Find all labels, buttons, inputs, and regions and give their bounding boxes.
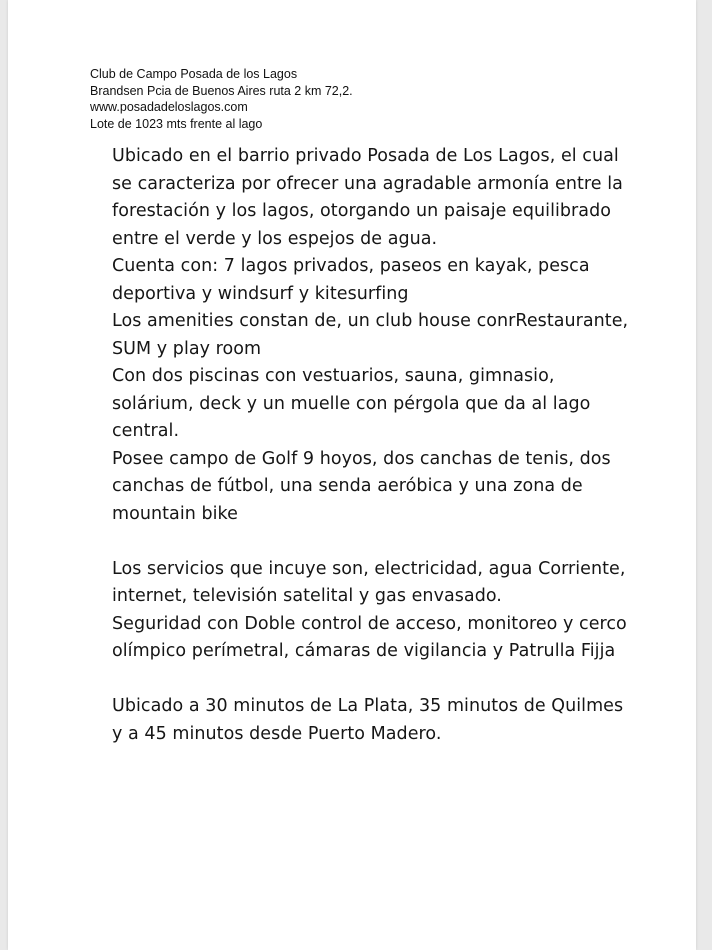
lot-description: Lote de 1023 mts frente al lago	[90, 116, 263, 131]
website: www.posadadeloslagos.com	[90, 100, 248, 114]
paragraph-distances: Ubicado a 30 minutos de La Plata, 35 minutos de Quilmes y a 45 minutos desde Puerto Madero.	[112, 696, 624, 744]
document-page	[8, 0, 696, 950]
paragraph-security: Seguridad con Doble control de acceso, monitoreo y cerco olímpico perímetral, cámaras de vigilancia y Patrulla Fijja	[112, 613, 627, 661]
address: Brandsen Pcia de Buenos Aires ruta 2 km 72,2.	[90, 83, 353, 98]
description-body	[112, 143, 632, 748]
paragraph-services: Los servicios que incuye son, electricidad, agua Corriente, internet, televisión satelital y gas envasado.	[112, 558, 626, 606]
paragraph-gap	[112, 528, 632, 556]
paragraph-gap	[112, 666, 632, 694]
header-info	[90, 66, 353, 132]
paragraph-sports: Posee campo de Golf 9 hoyos, dos canchas de tenis, dos canchas de fútbol, una senda aeróbica y una zona de mountain bike	[112, 448, 611, 524]
paragraph-lakes: Cuenta con: 7 lagos privados, paseos en kayak, pesca deportiva y windsurf y kitesurfing	[112, 256, 590, 304]
club-name: Club de Campo Posada de los Lagos	[90, 67, 298, 81]
paragraph-pools: Con dos piscinas con vestuarios, sauna, gimnasio, solárium, deck y un muelle con pérgola que da al lago central.	[112, 366, 591, 441]
paragraph-amenities: Los amenities constan de, un club house conrRestaurante, SUM y play room	[112, 311, 629, 359]
paragraph-location: Ubicado en el barrio privado Posada de Los Lagos, el cual se caracteriza por ofrecer una agradable armonía entre la forestación y los lagos, otorgando un paisaje equilibrado entre el verde y los espejos de agua.	[112, 146, 623, 249]
